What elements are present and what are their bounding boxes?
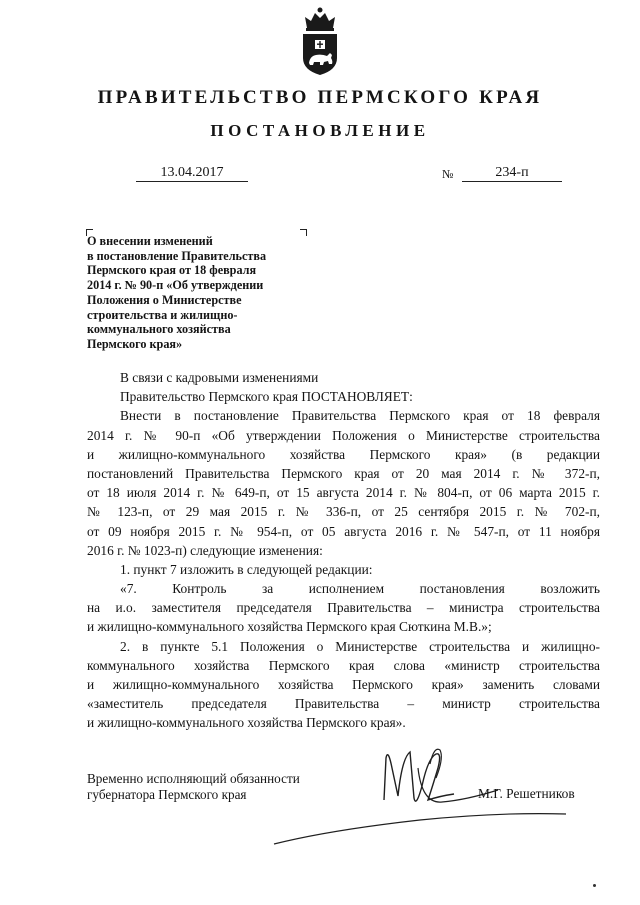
body-line: Внести в постановление Правительства Пермского края от 18 февраля — [120, 408, 600, 424]
body-line: 2014 г. № 90-п «Об утверждении Положения о Министерстве строительства — [87, 427, 600, 443]
body-line: «заместитель председателя Правительства – министр строительства — [87, 696, 600, 712]
signatory-position — [87, 771, 300, 802]
body-line: 1. пункт 7 изложить в следующей редакции: — [120, 561, 373, 577]
document-date: 13.04.2017 — [136, 165, 248, 182]
body-line: от 18 июля 2014 г. № 649-п, от 15 августа 2014 г. № 804-п, от 06 марта 2015 г. — [87, 485, 600, 501]
scan-speck — [593, 884, 596, 887]
body-line: Правительство Пермского края ПОСТАНОВЛЯЕТ: — [120, 389, 413, 405]
document-number: 234-п — [462, 165, 562, 182]
document-type-title: ПОСТАНОВЛЕНИЕ — [210, 121, 430, 140]
body-line: и жилищно-коммунального хозяйства Пермского края» заменить словами — [87, 677, 600, 692]
body-line: и жилищно-коммунального хозяйства Пермского края». — [87, 715, 406, 731]
document-body — [87, 368, 600, 733]
body-line: В связи с кадровыми изменениями — [120, 370, 319, 385]
signatory-name: М.Г. Решетников — [478, 786, 575, 801]
subject-line: коммунального хозяйства — [87, 322, 231, 337]
body-line: коммунального хозяйства Пермского края слова «министр строительства — [87, 657, 600, 673]
subject-line: Положения о Министерстве — [87, 292, 242, 307]
subject-line: Пермского края» — [87, 336, 183, 351]
signature-flourish — [270, 810, 570, 850]
subject-line: строительства и жилищно- — [87, 307, 238, 322]
subject-line: в постановление Правительства — [87, 248, 267, 263]
body-line: 2. в пункте 5.1 Положения о Министерстве строительства и жилищно- — [120, 638, 600, 654]
coat-of-arms-icon — [298, 6, 342, 76]
subject-line: О внесении изменений — [87, 234, 213, 248]
body-line: постановлений Правительства Пермского края от 20 мая 2014 г. № 372-п, — [87, 465, 600, 481]
document-subject — [87, 234, 317, 352]
body-line: № 123-п, от 29 мая 2015 г. № 336-п, от 25 сентября 2015 г. № 702-п, — [87, 504, 600, 520]
signatory-position-line: Временно исполняющий обязанности — [87, 771, 300, 786]
body-line: 2016 г. № 1023-п) следующие изменения: — [87, 542, 323, 558]
government-title: ПРАВИТЕЛЬСТВО ПЕРМСКОГО КРАЯ — [97, 87, 543, 108]
subject-line: Пермского края от 18 февраля — [87, 263, 257, 278]
subject-line: 2014 г. № 90-п «Об утверждении — [87, 278, 264, 293]
body-line: «7. Контроль за исполнением постановления возложить — [120, 581, 600, 597]
body-line: и жилищно-коммунального хозяйства Пермского края» (в редакции — [87, 446, 600, 462]
body-line: от 09 ноября 2015 г. № 954-п, от 05 августа 2016 г. № 547-п, от 11 ноября — [87, 523, 600, 539]
number-sign: № — [442, 167, 454, 181]
body-line: и жилищно-коммунального хозяйства Пермского края Сюткина М.В.»; — [87, 619, 492, 635]
body-line: на и.о. заместителя председателя Правительства – министра строительства — [87, 600, 600, 616]
signatory-position-line: губернатора Пермского края — [87, 786, 247, 802]
